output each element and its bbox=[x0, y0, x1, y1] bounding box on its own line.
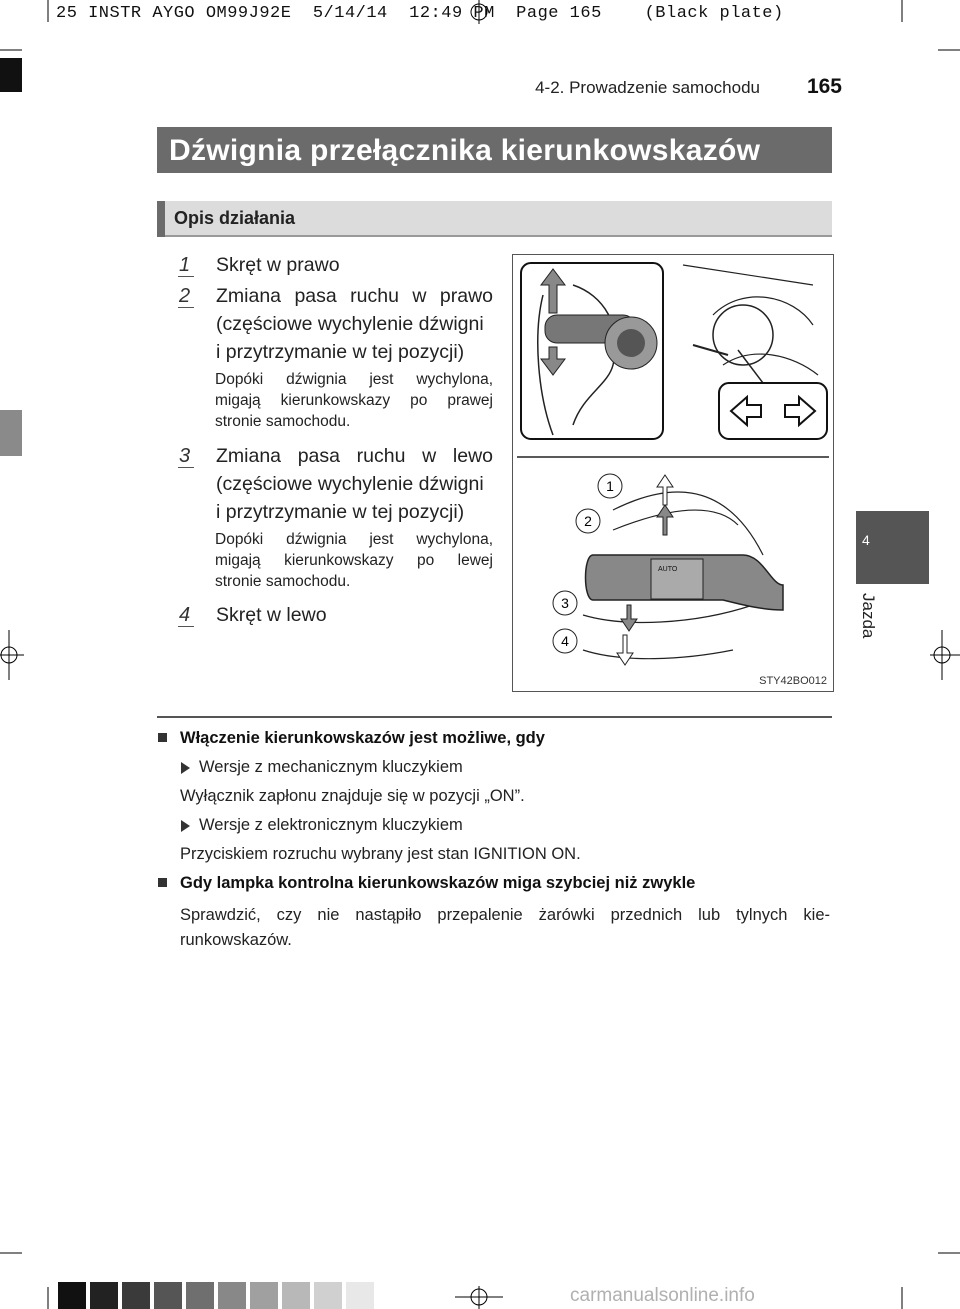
square-bullet-icon bbox=[158, 733, 167, 742]
callout-label: 2 bbox=[584, 513, 592, 529]
running-head: 4-2. Prowadzenie samochodu bbox=[535, 78, 760, 97]
subsection-title: Opis działania bbox=[174, 208, 296, 228]
left-thumb-block bbox=[0, 410, 22, 456]
pointer-line bbox=[693, 345, 728, 355]
note-heading-2: Gdy lampka kontrolna kierunkowskazów miga szybciej niż zwykle bbox=[180, 874, 696, 892]
chapter-number: 4 bbox=[862, 532, 870, 548]
note-bullet: Wersje z elektronicznym kluczykiem bbox=[199, 816, 463, 834]
note-line: stronie samochodu. bbox=[215, 413, 351, 430]
position-line-2 bbox=[613, 510, 738, 530]
lever-illustration bbox=[513, 255, 833, 691]
item-line: (częściowe wychylenie dźwigni bbox=[216, 473, 484, 495]
page-number: 165 bbox=[806, 75, 842, 98]
color-calibration-strip bbox=[58, 1282, 378, 1309]
column-hub-inner bbox=[617, 329, 645, 357]
turn-signal-figure bbox=[512, 254, 834, 692]
item-text bbox=[216, 601, 493, 629]
callout-label: 1 bbox=[606, 478, 614, 494]
note-line: stronie samochodu. bbox=[215, 573, 351, 590]
auto-label: AUTO bbox=[658, 566, 678, 573]
triangle-bullet-icon bbox=[181, 762, 190, 774]
note-text bbox=[180, 903, 830, 953]
figure-code: STY42BO012 bbox=[759, 675, 827, 687]
note-bullet: Wersje z mechanicznym kluczykiem bbox=[199, 758, 463, 776]
callout-label: 3 bbox=[561, 595, 569, 611]
note-line: Sprawdzić, czy nie nastąpiło przepalenie żarówki przednich lub tylnych kie- bbox=[180, 906, 830, 924]
note-line: runkowskazów. bbox=[180, 931, 292, 949]
item-line: Zmiana pasa ruchu w lewo bbox=[216, 445, 493, 467]
position-line-4 bbox=[583, 650, 733, 659]
watermark: carmanualsonline.info bbox=[570, 1285, 755, 1306]
item-text bbox=[216, 442, 493, 526]
item-line: Skręt w prawo bbox=[216, 254, 340, 276]
section-divider bbox=[157, 716, 832, 718]
page-title: Dźwignia przełącznika kierunkowskazów bbox=[169, 134, 761, 167]
item-number: 1 bbox=[179, 251, 190, 279]
item-number: 2 bbox=[179, 282, 190, 310]
item-3-note bbox=[215, 529, 493, 592]
dashboard-sketch bbox=[683, 265, 818, 375]
item-line: i przytrzymanie w tej pozycji) bbox=[216, 341, 465, 363]
arrow-down-full-icon bbox=[617, 635, 633, 665]
light-switch-ring bbox=[651, 559, 703, 599]
triangle-bullet-icon bbox=[181, 820, 190, 832]
print-header: 25 INSTR AYGO OM99J92E 5/14/14 12:49 PM Page 165 (Black plate) bbox=[56, 4, 784, 23]
callout-label: 4 bbox=[561, 633, 569, 649]
item-number: 4 bbox=[179, 601, 190, 629]
item-line: i przytrzymanie w tej pozycji) bbox=[216, 501, 465, 523]
note-text: Przyciskiem rozruchu wybrany jest stan IGNITION ON. bbox=[180, 845, 581, 863]
note-heading-1: Włączenie kierunkowskazów jest możliwe, gdy bbox=[180, 729, 545, 747]
item-line: Zmiana pasa ruchu w prawo bbox=[216, 285, 493, 307]
item-line: (częściowe wychylenie dźwigni bbox=[216, 313, 484, 335]
arrow-up-small-icon bbox=[657, 505, 673, 535]
chapter-tab bbox=[856, 511, 929, 584]
subsection-bar bbox=[157, 201, 832, 237]
note-line: Dopóki dźwignia jest wychylona, bbox=[215, 371, 493, 388]
item-text bbox=[216, 282, 493, 366]
title-bar bbox=[157, 127, 832, 173]
position-line-3 bbox=[583, 605, 753, 622]
item-line: Skręt w lewo bbox=[216, 604, 327, 626]
square-bullet-icon bbox=[158, 878, 167, 887]
note-text: Wyłącznik zapłonu znajduje się w pozycji „ON”. bbox=[180, 787, 525, 805]
position-line-1 bbox=[613, 492, 763, 555]
chapter-label: Jazda bbox=[859, 593, 878, 639]
note-line: migają kierunkowskazy po lewej bbox=[215, 552, 493, 569]
item-2-note bbox=[215, 369, 493, 432]
item-text bbox=[216, 251, 493, 279]
item-number: 3 bbox=[179, 442, 190, 470]
note-line: Dopóki dźwignia jest wychylona, bbox=[215, 531, 493, 548]
arrow-up-full-icon bbox=[657, 475, 673, 505]
note-line: migają kierunkowskazy po prawej bbox=[215, 392, 493, 409]
arrow-down-small-icon bbox=[621, 605, 637, 631]
